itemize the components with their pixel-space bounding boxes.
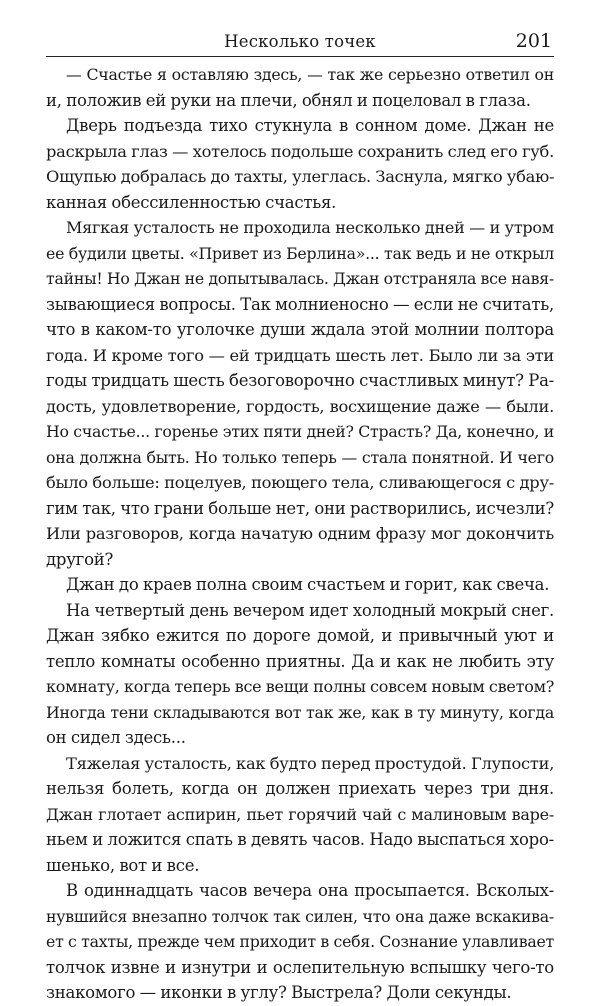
text-line: Иногда тени складываются вот так же, как в ту минуту, когда [46,702,554,722]
text-line: Мягкая усталость не проходила несколько дней — и утром [66,218,554,237]
text-line: Джан до краев полна своим счастьем и горит, как свеча. [66,575,550,594]
text-line: ее будили цветы. «Привет из Берлина»... так ведь и не открыл [46,243,554,263]
text-line: Джан глотает аспирин, пьет горячий чай с малиновым варе- [46,804,554,824]
text-line: шенько, вот и все. [46,855,200,875]
text-line: Ощупью добралась до тахты, улеглась. Заснула, мягко убаю- [46,167,555,186]
text-line: он сидел здесь... [46,728,186,747]
text-line: тепло комнаты особенно приятны. Да и как не любить эту [46,651,554,671]
text-line: В одиннадцать часов вечера она просыпается. Всколых- [66,881,554,900]
text-line: зывающиеся вопросы. Так молниеносно — если не считать, [46,294,554,314]
text-line: толчок извне и изнутри и ослепительную вспышку чего-то [46,957,554,977]
text-line: гим так, что грани больше нет, они растворились, исчезли? [46,498,554,518]
text-line: тайны! Но Джан не допытывалась. Джан отстраняла все навя- [46,269,554,288]
text-line: годы тридцать шесть безоговорочно счастливых минут? Ра- [46,371,554,390]
text-line: ньем и ложится спать в девять часов. Надо выспаться хоро- [46,830,554,849]
text-line: что в каком-то уголочке души ждала этой молнии полтора [46,320,554,339]
page-number: 201 [515,30,552,52]
text-line: — Счастье я оставляю здесь, — так же серьезно ответил он [66,65,554,84]
running-head [46,30,554,57]
text-line: нельзя болеть, когда он должен приехать через три дня. [46,779,554,798]
chapter-title: Несколько точек [224,32,376,51]
text-line: нувшийся внезапно толчок так силен, что она даже вскакива- [46,906,554,926]
text-line: дость, удовлетворение, гордость, восхищение даже — были. [46,396,554,416]
text-line: года. И кроме того — ей тридцать шесть лет. Было ли за эти [46,345,554,365]
text-line: было больше: поцелуев, поющего тела, сливающегося с дру- [46,473,554,492]
text-line: комнату, когда теперь все вещи полны совсем новым светом? [46,677,555,696]
text-line: знакомого — иконки в углу? Выстрела? Доли секунды. [46,983,512,1002]
text-line: другой? [46,549,114,569]
text-line: Джан зябко ежится по дороге домой, и привычный уют и [46,626,554,645]
text-line: она должна быть. Но только теперь — стала понятной. И чего [46,447,554,467]
text-line: ет с тахты, прежде чем приходит в себя. Сознание улавливает [46,932,554,951]
text-line: канная обессиленностью счастья. [46,192,337,212]
book-page [46,0,555,1002]
text-line: Или разговоров, когда начатую одним фразу мог докончить [46,524,554,543]
body-text [46,62,554,1006]
text-line: На четвертый день вечером идет холодный мокрый снег. [66,600,554,620]
text-line: раскрыла глаз — хотелось подольше сохранить след его губ. [46,141,554,161]
text-line: Но счастье... горенье этих пяти дней? Страсть? Да, конечно, и [46,422,554,441]
text-line: Тяжелая усталость, как будто перед простудой. Глупости, [66,753,555,773]
text-line: и, положив ей руки на плечи, обнял и поцеловал в глаза. [46,90,531,110]
text-line: Дверь подъезда тихо стукнула в сонном доме. Джан не [66,116,554,135]
